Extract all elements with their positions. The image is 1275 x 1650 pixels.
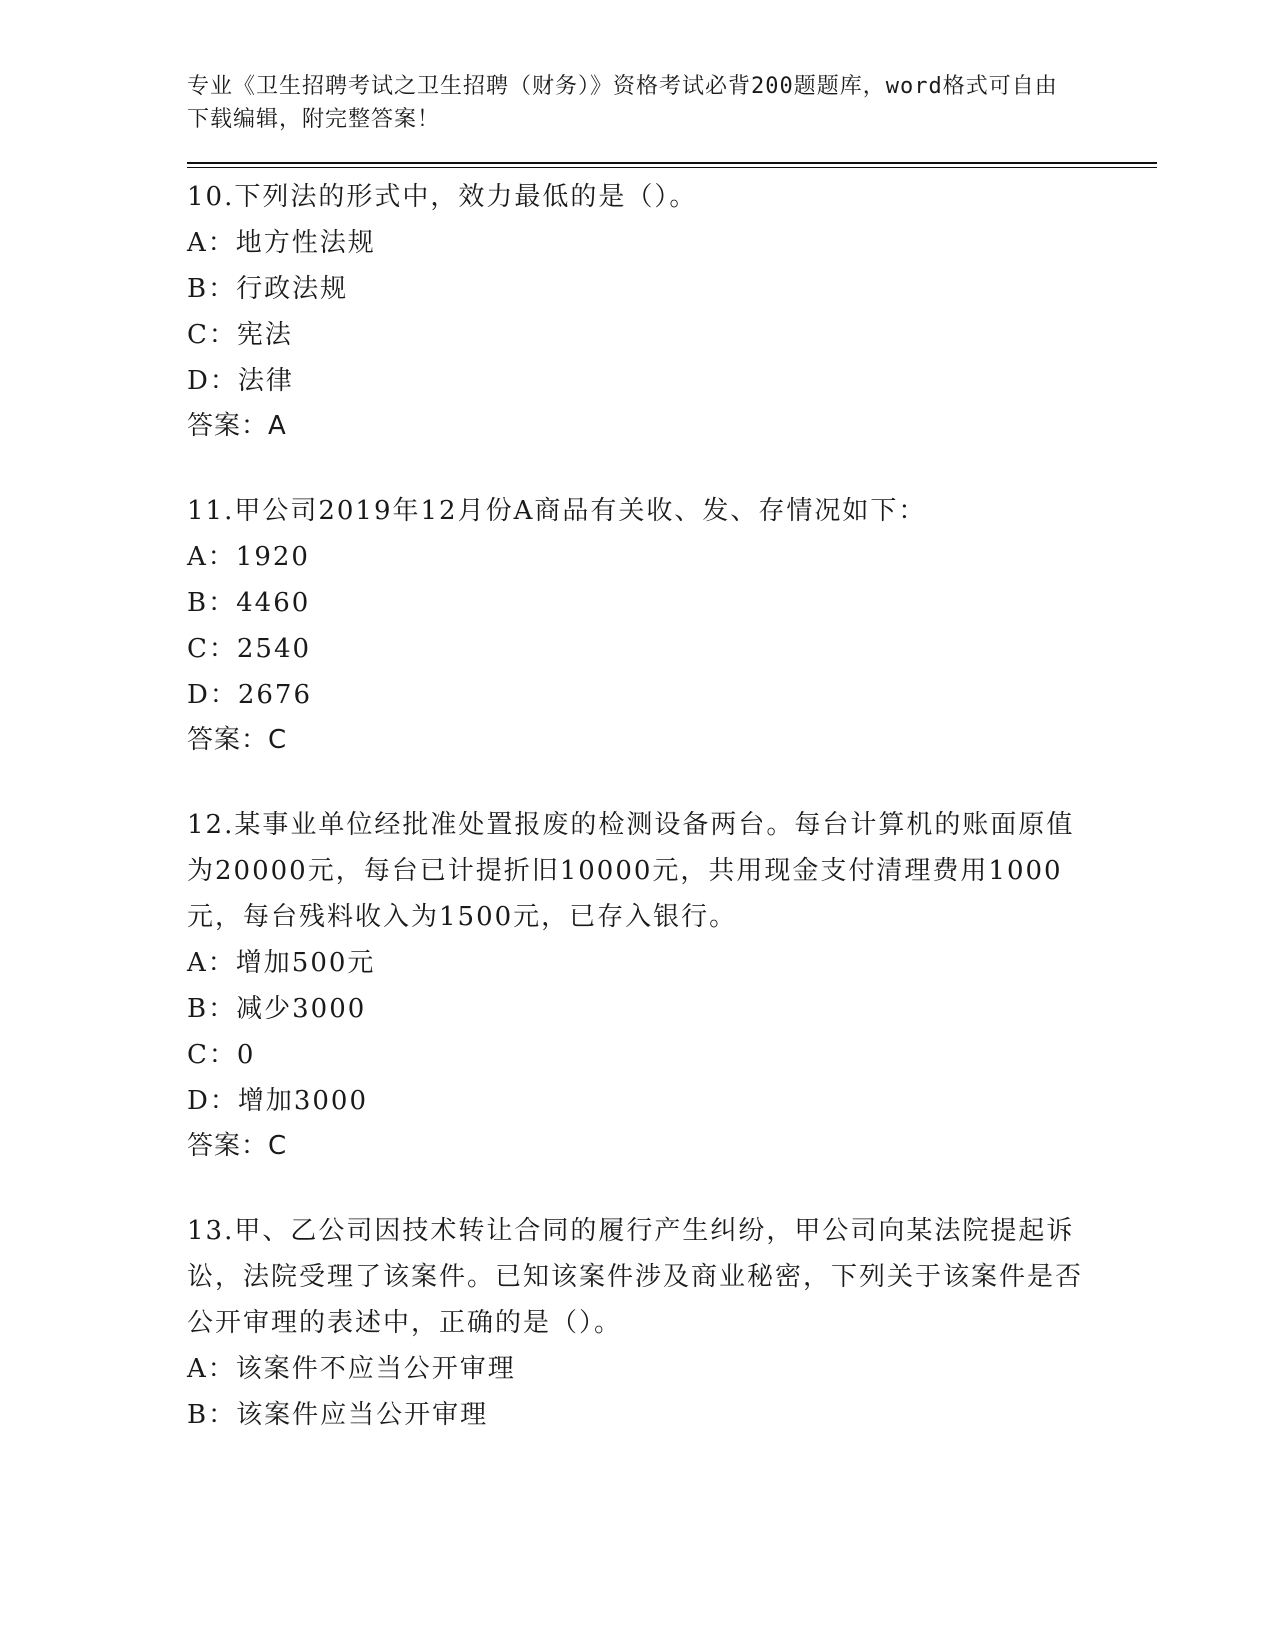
option-a: A：1920 [187, 542, 310, 572]
document-page [187, 70, 1157, 1478]
question-list [187, 174, 1157, 1438]
question-12 [187, 802, 1157, 1168]
option-c: C：0 [187, 1040, 256, 1070]
question-10 [187, 174, 1157, 448]
question-stem: 12.某事业单位经批准处置报废的检测设备两台。每台计算机的账面原值为20000元，每台已计提折旧10000元，共用现金支付清理费用1000元，每台残料收入为1500元，已存入银行。 [187, 810, 1075, 932]
answer-line: 答案：C [187, 1131, 288, 1161]
option-b: B：行政法规 [187, 274, 349, 304]
document-intro: 专业《卫生招聘考试之卫生招聘（财务）》资格考试必背200题题库，word格式可自由下载编辑，附完整答案！ [187, 74, 1058, 132]
option-a: A：地方性法规 [187, 228, 376, 258]
option-a: A：该案件不应当公开审理 [187, 1354, 516, 1384]
question-stem: 10.下列法的形式中，效力最低的是（）。 [187, 182, 698, 212]
option-d: D：2676 [187, 680, 313, 710]
option-c: C：宪法 [187, 320, 293, 350]
answer-line: 答案：C [187, 725, 288, 755]
answer-line: 答案：A [187, 411, 287, 441]
option-b: B：该案件应当公开审理 [187, 1400, 489, 1430]
option-d: D：法律 [187, 366, 294, 396]
question-11 [187, 488, 1157, 762]
question-stem: 13.甲、乙公司因技术转让合同的履行产生纠纷，甲公司向某法院提起诉讼，法院受理了该案件。已知该案件涉及商业秘密，下列关于该案件是否公开审理的表述中，正确的是（）。 [187, 1216, 1084, 1338]
question-13 [187, 1208, 1157, 1438]
header-divider [187, 162, 1157, 168]
option-a: A：增加500元 [187, 948, 376, 978]
question-stem: 11.甲公司2019年12月份A商品有关收、发、存情况如下： [187, 496, 927, 526]
option-b: B：减少3000 [187, 994, 367, 1024]
option-d: D：增加3000 [187, 1086, 369, 1116]
option-c: C：2540 [187, 634, 312, 664]
option-b: B：4460 [187, 588, 311, 618]
